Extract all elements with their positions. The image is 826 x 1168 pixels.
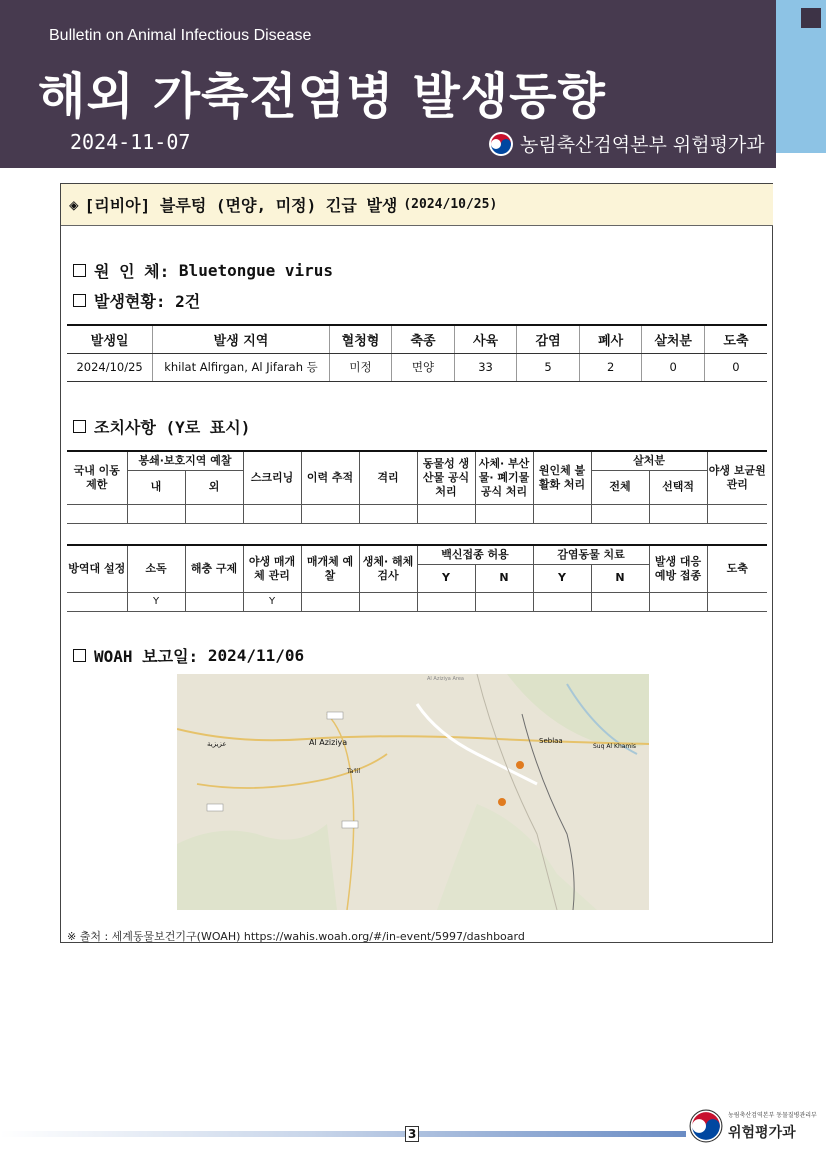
corner-square (801, 8, 821, 28)
table-cell: 5 (517, 353, 580, 381)
page-title: 해외 가축전염병 발생동향 (38, 68, 606, 125)
table-cell (127, 504, 185, 523)
header-products: 동물성 생산물 공식 처리 (417, 451, 475, 504)
header-outer: 외 (185, 470, 243, 504)
taegeuk-logo-icon (688, 1108, 724, 1144)
table-cell (533, 504, 591, 523)
header-pest: 해충 구제 (185, 545, 243, 592)
table-header: 발생 지역 (153, 325, 330, 353)
table-cell: 2 (579, 353, 642, 381)
table-header: 사육 (454, 325, 517, 353)
table-header: 축종 (392, 325, 455, 353)
table-cell (301, 504, 359, 523)
map-label: Al Aziziya (309, 738, 348, 747)
table-cell (591, 504, 649, 523)
measures-table-1 (67, 450, 767, 524)
table-cell: 미정 (329, 353, 392, 381)
organization-name: 농림축산검역본부 위험평가과 (520, 134, 765, 156)
pathogen-value: Bluetongue virus (178, 261, 334, 280)
footer-bar (0, 1131, 686, 1137)
header-disinfection: 소독 (127, 545, 185, 592)
table-header: 도축 (704, 325, 767, 353)
header-domestic: 국내 이동 제한 (67, 451, 127, 504)
table-row (67, 353, 767, 381)
pathogen-label: 원 인 체: (94, 262, 170, 281)
checkbox-bullet-icon (73, 264, 86, 277)
header-vaccination: 백신접종 허용 (417, 545, 533, 564)
table-cell (649, 592, 707, 611)
table-cell (591, 592, 649, 611)
table-cell (707, 504, 767, 523)
header-zone: 봉쇄·보호지역 예찰 (127, 451, 243, 470)
table-cell (417, 592, 475, 611)
table-cell (533, 592, 591, 611)
table-cell: khilat Alfirgan, Al Jifarah 등 (153, 353, 330, 381)
table-cell: Y (243, 592, 301, 611)
table-cell (359, 504, 417, 523)
table-header: 감염 (517, 325, 580, 353)
header-inner: 내 (127, 470, 185, 504)
header-preventive: 발생 대응 예방 접종 (649, 545, 707, 592)
header-vacc-y: Y (417, 564, 475, 592)
table-cell (301, 592, 359, 611)
footer-org-big: 위험평가과 (728, 1125, 796, 1141)
header-screening: 스크리닝 (243, 451, 301, 504)
woah-label: WOAH 보고일: (94, 647, 199, 666)
section-title-box (61, 184, 773, 226)
checkbox-bullet-icon (73, 420, 86, 433)
table-cell (67, 504, 127, 523)
measures-label: 조치사항 (Y로 표시) (94, 418, 251, 437)
header-slaughter: 도축 (707, 545, 767, 592)
woah-line (73, 644, 304, 667)
outbreak-table (67, 324, 767, 382)
table-cell: 0 (642, 353, 705, 381)
table-cell (359, 592, 417, 611)
table-cell (475, 504, 533, 523)
table-header: 혈청형 (329, 325, 392, 353)
report-frame (60, 183, 773, 943)
table-cell (475, 592, 533, 611)
measures-line (73, 415, 250, 438)
table-cell: Y (127, 592, 185, 611)
publication-date: 2024-11-07 (70, 130, 191, 154)
source-note: ※ 출처 : 세계동물보건기구(WOAH) https://wahis.woah.org/#/in-event/5997/dashboard (67, 930, 525, 943)
table-row (67, 504, 767, 523)
footer-logo (688, 1108, 817, 1144)
checkbox-bullet-icon (73, 649, 86, 662)
table-cell: 33 (454, 353, 517, 381)
table-cell (417, 504, 475, 523)
header-vacc-n: N (475, 564, 533, 592)
map-label: Al Aziziya Area (427, 676, 464, 682)
table-cell (67, 592, 127, 611)
header-wildlife-reservoir: 야생 보균원 관리 (707, 451, 767, 504)
outbreak-map (177, 674, 649, 910)
header-total: 전체 (591, 470, 649, 504)
map-label: Ta'lil (347, 768, 360, 775)
outbreak-marker-icon (516, 761, 524, 769)
table-cell (707, 592, 767, 611)
outbreak-marker-icon (498, 798, 506, 806)
header-treat-n: N (591, 564, 649, 592)
table-cell: 2024/10/25 (67, 353, 153, 381)
map-label: عزيزية (207, 740, 227, 748)
header-selective: 선택적 (649, 470, 707, 504)
header-wild-vector: 야생 매개체 관리 (243, 545, 301, 592)
table-header: 발생일 (67, 325, 153, 353)
table-cell (243, 504, 301, 523)
bulletin-subtitle: Bulletin on Animal Infectious Disease (49, 27, 312, 44)
table-cell: 0 (704, 353, 767, 381)
table-cell: 면양 (392, 353, 455, 381)
map-label: Suq Al Khamis (593, 743, 637, 750)
table-cell (649, 504, 707, 523)
section-date: (2024/10/25) (403, 197, 498, 212)
header-carcass: 사체· 부산물· 폐기물 공식 처리 (475, 451, 533, 504)
header-inactivation: 원인체 불활화 처리 (533, 451, 591, 504)
map-label: Seblaa (539, 737, 563, 745)
header-tracing: 이력 추적 (301, 451, 359, 504)
map-canvas (177, 674, 649, 910)
table-cell (185, 592, 243, 611)
header-zoning: 방역대 설정 (67, 545, 127, 592)
header-quarantine: 격리 (359, 451, 417, 504)
header-stamping: 살처분 (591, 451, 707, 470)
status-label: 발생현황: (94, 292, 166, 311)
header-treat-y: Y (533, 564, 591, 592)
status-line (73, 289, 200, 312)
table-header: 폐사 (579, 325, 642, 353)
measures-table-2 (67, 544, 767, 612)
diamond-bullet-icon: ◈ (69, 195, 79, 214)
taegeuk-logo-icon (488, 131, 514, 157)
table-header: 살처분 (642, 325, 705, 353)
status-value: 2건 (175, 292, 201, 311)
header-live-test: 생체· 해체 검사 (359, 545, 417, 592)
footer-org-small: 농림축산검역본부 동물질병관리부 (728, 1112, 817, 1119)
header-banner (0, 0, 776, 168)
header-vector-surv: 매개체 예찰 (301, 545, 359, 592)
section-title: [리비아] 블루텅 (면양, 미정) 긴급 발생 (84, 196, 398, 215)
woah-value: 2024/11/06 (207, 646, 305, 665)
page-number: 3 (405, 1126, 419, 1142)
organization (488, 130, 765, 157)
pathogen-line (73, 259, 333, 282)
checkbox-bullet-icon (73, 294, 86, 307)
header-treatment: 감염동물 치료 (533, 545, 649, 564)
table-row (67, 592, 767, 611)
table-cell (185, 504, 243, 523)
